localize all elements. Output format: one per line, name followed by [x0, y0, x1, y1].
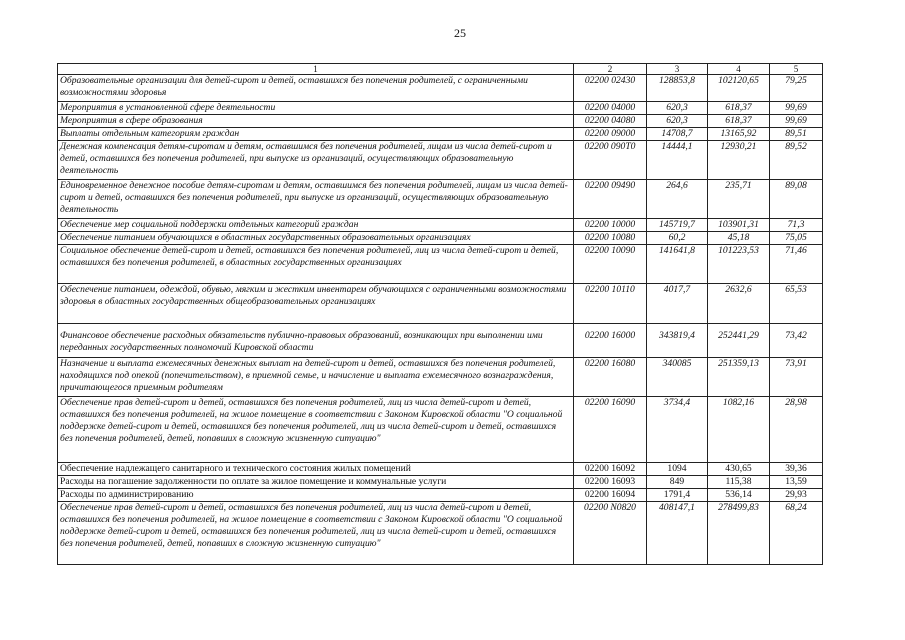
row-name-cell: Обеспечение питанием обучающихся в областных государственных образовательных организациях — [58, 232, 574, 245]
row-percent-cell: 73,42 — [770, 324, 823, 358]
row-plan-cell: 340085 — [647, 358, 708, 397]
row-percent-cell: 28,98 — [770, 397, 823, 463]
row-name-cell: Обеспечение мер социальной поддержки отдельных категорий граждан — [58, 219, 574, 232]
row-code-cell: 02200 10080 — [574, 232, 647, 245]
row-code-cell: 02200 16090 — [574, 397, 647, 463]
row-plan-cell: 3734,4 — [647, 397, 708, 463]
row-code-cell: 02200 10110 — [574, 284, 647, 324]
row-code-cell: 02200 N0820 — [574, 502, 647, 565]
row-percent-cell: 89,52 — [770, 141, 823, 180]
row-percent-cell: 29,93 — [770, 489, 823, 502]
table-row — [58, 476, 823, 489]
row-code-cell: 02200 10090 — [574, 245, 647, 284]
row-percent-cell: 75,05 — [770, 232, 823, 245]
row-fact-cell: 13165,92 — [708, 128, 770, 141]
row-fact-cell: 430,65 — [708, 463, 770, 476]
row-name-cell: Единовременное денежное пособие детям-сиротам и детям, оставшимся без попечения родителей, лицам из числа детей-сирот и детей, оставшихся без попечения родителей, при выпуске из организаций, осуществляющих образовательную деятельность — [58, 180, 574, 219]
column-number: 4 — [708, 64, 770, 75]
row-code-cell: 02200 16000 — [574, 324, 647, 358]
table-row — [58, 489, 823, 502]
row-percent-cell: 68,24 — [770, 502, 823, 565]
table-row — [58, 128, 823, 141]
row-name-cell: Финансовое обеспечение расходных обязательств публично-правовых образований, возникающих при выполнении ими переданных государственных полномочий Кировской области — [58, 324, 574, 358]
table-row — [58, 245, 823, 284]
row-fact-cell: 235,71 — [708, 180, 770, 219]
row-name-cell: Назначение и выплата ежемесячных денежных выплат на детей-сирот и детей, оставшихся без попечения родителей, находящихся под опекой (попечительством), в приемной семье, и начисление и выплата ежемесячного вознаграждения, причитающегося приемным родителям — [58, 358, 574, 397]
row-percent-cell: 99,69 — [770, 115, 823, 128]
row-plan-cell: 128853,8 — [647, 75, 708, 102]
row-plan-cell: 408147,1 — [647, 502, 708, 565]
table-row — [58, 232, 823, 245]
row-fact-cell: 251359,13 — [708, 358, 770, 397]
row-fact-cell: 618,37 — [708, 102, 770, 115]
table-row — [58, 284, 823, 324]
column-number: 5 — [770, 64, 823, 75]
row-plan-cell: 141641,8 — [647, 245, 708, 284]
row-code-cell: 02200 04000 — [574, 102, 647, 115]
row-fact-cell: 618,37 — [708, 115, 770, 128]
row-fact-cell: 101223,53 — [708, 245, 770, 284]
row-code-cell: 02200 10000 — [574, 219, 647, 232]
row-fact-cell: 536,14 — [708, 489, 770, 502]
row-name-cell: Социальное обеспечение детей-сирот и детей, оставшихся без попечения родителей, лиц из числа детей-сирот и детей, оставшихся без попечения родителей, в областных государственных организациях — [58, 245, 574, 284]
row-code-cell: 02200 04080 — [574, 115, 647, 128]
table-row — [58, 141, 823, 180]
row-name-cell: Расходы по администрированию — [58, 489, 574, 502]
row-name-cell: Мероприятия в установленной сфере деятельности — [58, 102, 574, 115]
table-row — [58, 102, 823, 115]
row-plan-cell: 4017,7 — [647, 284, 708, 324]
row-fact-cell: 2632,6 — [708, 284, 770, 324]
row-name-cell: Расходы на погашение задолженности по оплате за жилое помещение и коммунальные услуги — [58, 476, 574, 489]
row-code-cell: 02200 09000 — [574, 128, 647, 141]
row-fact-cell: 12930,21 — [708, 141, 770, 180]
row-name-cell: Денежная компенсация детям-сиротам и детям, оставшимся без попечения родителей, лицам из числа детей-сирот и детей, оставшихся без попечения родителей, при выпуске из организаций, осуществляющих образовательную деятельность — [58, 141, 574, 180]
row-percent-cell: 13,59 — [770, 476, 823, 489]
row-code-cell: 02200 16094 — [574, 489, 647, 502]
row-code-cell: 02200 16080 — [574, 358, 647, 397]
row-fact-cell: 252441,29 — [708, 324, 770, 358]
row-plan-cell: 14444,1 — [647, 141, 708, 180]
row-percent-cell: 73,91 — [770, 358, 823, 397]
table-row — [58, 358, 823, 397]
row-percent-cell: 89,08 — [770, 180, 823, 219]
row-fact-cell: 45,18 — [708, 232, 770, 245]
row-fact-cell: 115,38 — [708, 476, 770, 489]
row-code-cell: 02200 16092 — [574, 463, 647, 476]
row-name-cell: Обеспечение прав детей-сирот и детей, оставшихся без попечения родителей, лиц из числа детей-сирот и детей, оставшихся без попечения родителей, на жилое помещение в соответствии с Законом Кировской области "О социальной поддержке детей-сирот и детей, оставшихся без попечения родителей, лиц из числа детей-сирот и детей, оставшихся без попечения родителей, детей, попавших в сложную жизненную ситуацию" — [58, 502, 574, 565]
row-plan-cell: 620,3 — [647, 102, 708, 115]
page-number: 25 — [454, 26, 466, 40]
row-name-cell: Обеспечение питанием, одеждой, обувью, мягким и жестким инвентарем обучающихся с ограниченными возможностями здоровья в областных государственных общеобразовательных организациях — [58, 284, 574, 324]
row-plan-cell: 14708,7 — [647, 128, 708, 141]
row-name-cell: Образовательные организации для детей-сирот и детей, оставшихся без попечения родителей, с ограниченными возможностями здоровья — [58, 75, 574, 102]
row-plan-cell: 145719,7 — [647, 219, 708, 232]
row-code-cell: 02200 16093 — [574, 476, 647, 489]
table-row — [58, 75, 823, 102]
table-row — [58, 180, 823, 219]
row-plan-cell: 620,3 — [647, 115, 708, 128]
row-plan-cell: 343819,4 — [647, 324, 708, 358]
row-fact-cell: 278499,83 — [708, 502, 770, 565]
row-name-cell: Обеспечение надлежащего санитарного и технического состояния жилых помещений — [58, 463, 574, 476]
row-percent-cell: 99,69 — [770, 102, 823, 115]
table-row — [58, 115, 823, 128]
row-fact-cell: 102120,65 — [708, 75, 770, 102]
row-percent-cell: 39,36 — [770, 463, 823, 476]
row-percent-cell: 79,25 — [770, 75, 823, 102]
column-number: 2 — [574, 64, 647, 75]
row-name-cell: Мероприятия в сфере образования — [58, 115, 574, 128]
row-name-cell: Выплаты отдельным категориям граждан — [58, 128, 574, 141]
table-body — [58, 64, 823, 565]
row-code-cell: 02200 090Т0 — [574, 141, 647, 180]
row-name-cell: Обеспечение прав детей-сирот и детей, оставшихся без попечения родителей, лиц из числа детей-сирот и детей, оставшихся без попечения родителей, на жилое помещение в соответствии с Законом Кировской области "О социальной поддержке детей-сирот и детей, оставшихся без попечения родителей, лиц из числа детей-сирот и детей, оставшихся без попечения родителей, детей, попавших в сложную жизненную ситуацию" — [58, 397, 574, 463]
row-plan-cell: 60,2 — [647, 232, 708, 245]
table-row — [58, 502, 823, 565]
row-fact-cell: 1082,16 — [708, 397, 770, 463]
table-row — [58, 219, 823, 232]
row-plan-cell: 264,6 — [647, 180, 708, 219]
table-row — [58, 324, 823, 358]
row-fact-cell: 103901,31 — [708, 219, 770, 232]
row-percent-cell: 89,51 — [770, 128, 823, 141]
budget-table — [57, 63, 823, 565]
row-percent-cell: 71,3 — [770, 219, 823, 232]
table-row — [58, 397, 823, 463]
row-plan-cell: 849 — [647, 476, 708, 489]
table-row — [58, 463, 823, 476]
row-plan-cell: 1791,4 — [647, 489, 708, 502]
row-code-cell: 02200 02430 — [574, 75, 647, 102]
row-percent-cell: 71,46 — [770, 245, 823, 284]
row-plan-cell: 1094 — [647, 463, 708, 476]
row-percent-cell: 65,53 — [770, 284, 823, 324]
column-number: 3 — [647, 64, 708, 75]
column-number: 1 — [58, 64, 574, 75]
row-code-cell: 02200 09490 — [574, 180, 647, 219]
column-number-row — [58, 64, 823, 75]
